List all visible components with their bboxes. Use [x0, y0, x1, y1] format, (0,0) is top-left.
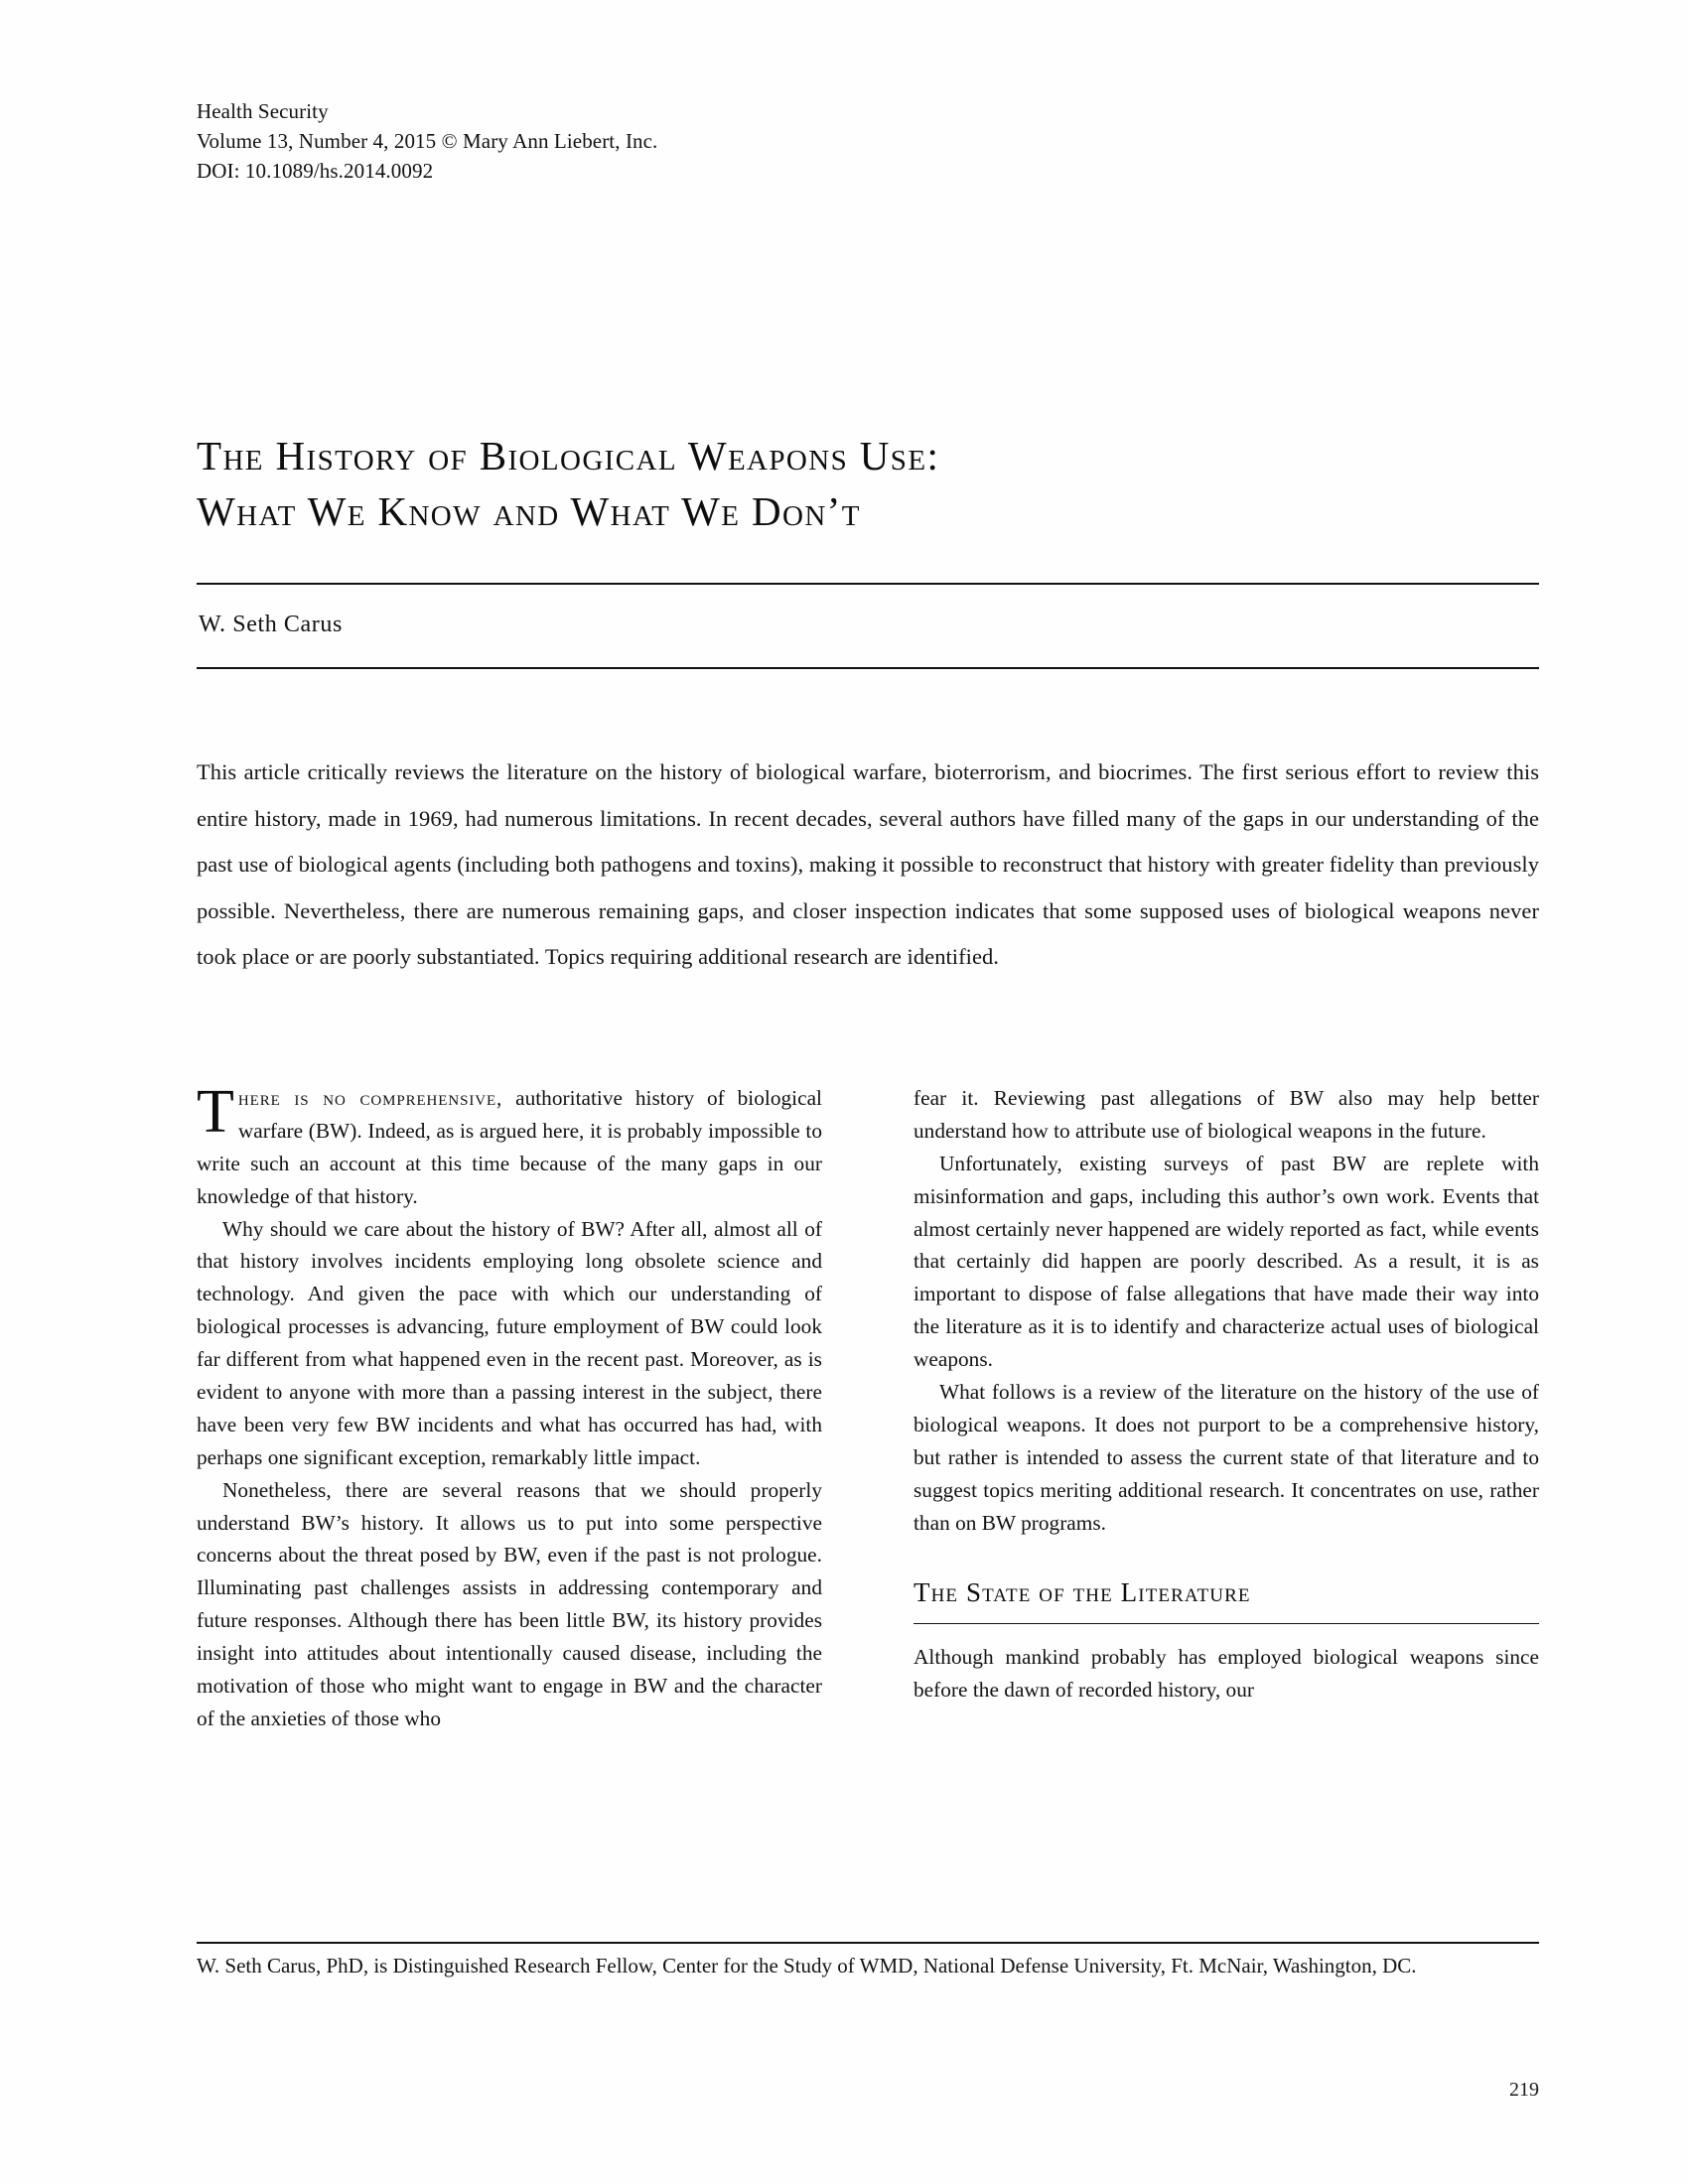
doi-line: DOI: 10.1089/hs.2014.0092 — [197, 158, 434, 183]
paragraph-left-1-rest: authoritative history of biological warfare (BW). Indeed, as is argued here, it is probably impossible to write such an account at this time because of the many gaps in our knowledge of that history. — [197, 1086, 822, 1208]
drop-cap: T — [197, 1078, 234, 1146]
body-columns — [197, 1078, 1539, 1876]
paragraph-right-2: Unfortunately, existing surveys of past BW are replete with misinformation and gaps, including this author’s own work. Events that almost certainly never happened are widely reported as fact, while events that certainly did happen are poorly described. As a result, it is as important to dispose of false allegations that have made their way into the literature as it is to identify and characterize actual uses of biological weapons. — [914, 1151, 1539, 1372]
page-content — [197, 0, 1539, 2184]
title-line-2: What We Know and What We Don’t — [197, 487, 861, 534]
volume-line: Volume 13, Number 4, 2015 © Mary Ann Liebert, Inc. — [197, 128, 658, 153]
paragraph-right-1: fear it. Reviewing past allegations of BW also may help better understand how to attribute use of biological weapons in the future. — [914, 1086, 1539, 1143]
page-number: 219 — [1509, 2079, 1539, 2101]
right-column — [914, 1082, 1539, 1706]
abstract-text: This article critically reviews the literature on the history of biological warfare, bioterrorism, and biocrimes. The first serious effort to review this entire history, made in 1969, had numerous limitations. In recent decades, several authors have filled many of the gaps in our understanding of the past use of biological agents (including both pathogens and toxins), making it possible to reconstruct that history with greater fidelity than previously possible. Nevertheless, there are numerous remaining gaps, and closer inspection indicates that some supposed uses of biological weapons never took place or are poorly substantiated. Topics requiring additional research are identified. — [197, 759, 1539, 970]
section-heading-state-of-literature: The State of the Literature — [914, 1577, 1251, 1608]
paragraph-left-2: Why should we care about the history of BW? After all, almost all of that history involves incidents employing long obsolete science and technology. And given the pace with which our understanding of biological processes is advancing, future employment of BW could look far different from what happened even in the recent past. Moreover, as is evident to anyone with more than a passing interest in the subject, there have been very few BW incidents and what has occurred has had, with perhaps one significant exception, remarkably little impact. — [197, 1216, 822, 1469]
footnote-divider — [197, 1942, 1539, 1944]
masthead — [197, 97, 1090, 186]
paragraph-right-3: What follows is a review of the literature on the history of the use of biological weapons. It does not purport to be a comprehensive history, but rather is intended to assess the current state of that literature and to suggest topics meriting additional research. It concentrates on use, rather than on BW programs. — [914, 1380, 1539, 1535]
journal-name: Health Security — [197, 99, 329, 123]
title-line-1: The History of Biological Weapons Use: — [197, 433, 940, 478]
paragraph-right-4: Although mankind probably has employed biological weapons since before the dawn of recorded history, our — [914, 1645, 1539, 1703]
author-footnote: W. Seth Carus, PhD, is Distinguished Research Fellow, Center for the Study of WMD, National Defense University, Ft. McNair, Washington, DC. — [197, 1954, 1417, 1978]
paragraph-left-1 — [197, 1078, 822, 1213]
paragraph-left-3: Nonetheless, there are several reasons that we should properly understand BW’s history. It allows us to put into some perspective concerns about the threat posed by BW, even if the past is not prologue. Illuminating past challenges assists in addressing contemporary and future responses. Although there has been little BW, its history provides insight into attitudes about intentionally caused disease, including the motivation of those who might want to engage in BW and the character of the anxieties of those who — [197, 1477, 822, 1730]
title-divider — [197, 583, 1539, 585]
lead-in-smallcaps: here is no comprehensive, — [237, 1086, 503, 1110]
article-title — [197, 429, 1539, 540]
author-byline: W. Seth Carus — [199, 612, 343, 637]
left-column — [197, 1078, 822, 1735]
section-heading-divider — [914, 1623, 1539, 1624]
byline-divider — [197, 667, 1539, 669]
